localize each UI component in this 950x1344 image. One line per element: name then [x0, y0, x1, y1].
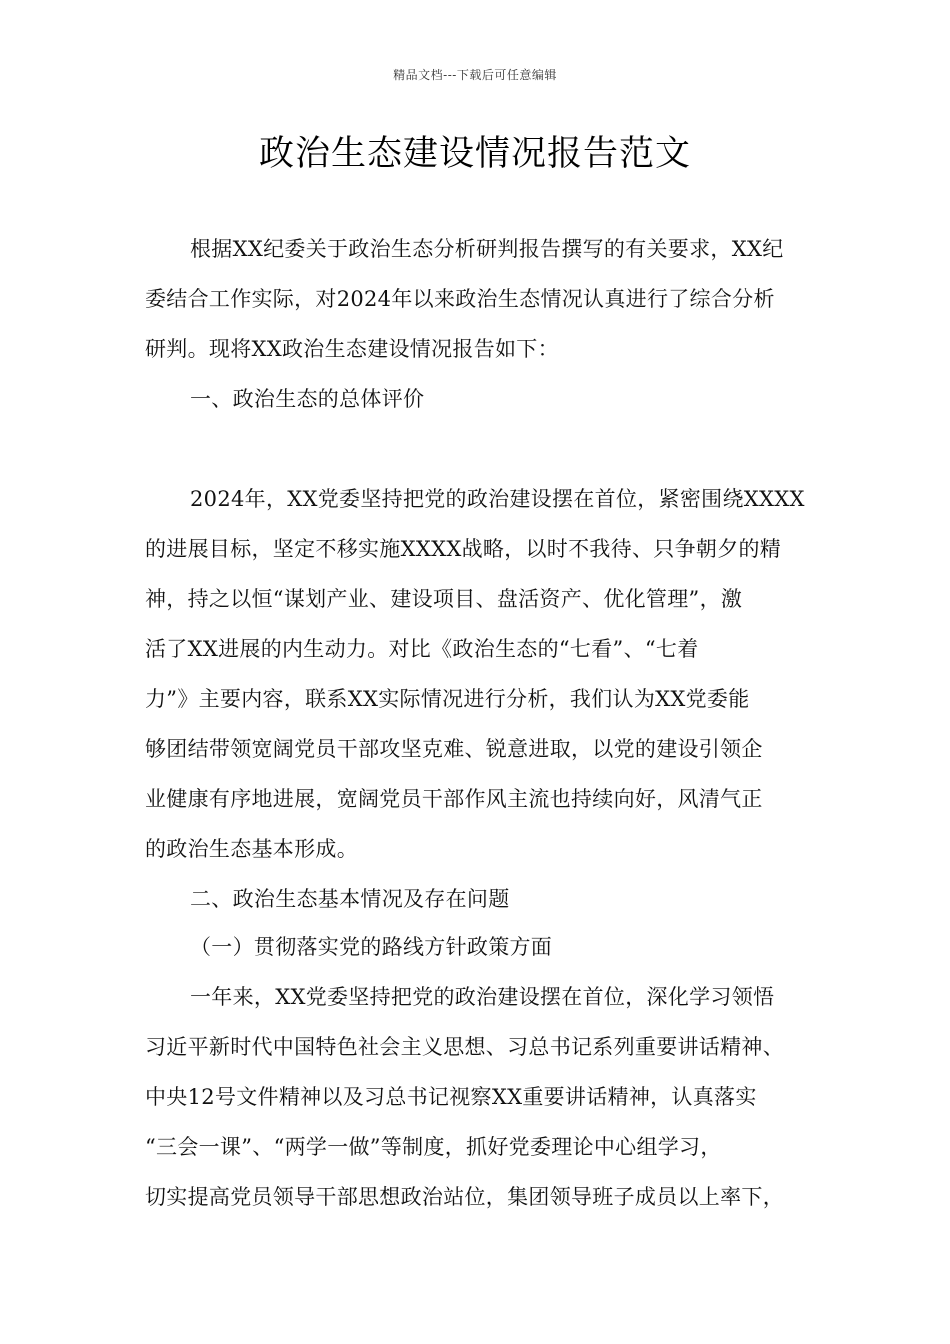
paragraph-line: 的政治生态基本形成。: [145, 837, 358, 861]
intro-line: 研判。现将XX政治生态建设情况报告如下：: [145, 337, 559, 361]
section-heading: 一、政治生态的总体评价: [190, 387, 425, 411]
document-title: 政治生态建设情况报告范文: [258, 134, 691, 174]
header-note: 精品文档---下载后可任意编辑: [393, 68, 557, 82]
paragraph-line: 一年来，XX党委坚持把党的政治建设摆在首位，深化学习领悟: [190, 985, 775, 1009]
paragraph-line: 的进展目标，坚定不移实施XXXX战略，以时不我待、只争朝夕的精: [145, 537, 782, 561]
intro-line: 根据XX纪委关于政治生态分析研判报告撰写的有关要求，XX纪: [190, 237, 784, 261]
section-1-paragraph: [145, 474, 810, 874]
intro-paragraph: [145, 224, 810, 374]
paragraph-line: 活了XX进展的内生动力。对比《政治生态的“七看”、“七着: [145, 637, 699, 661]
paragraph-line: 够团结带领宽阔党员干部攻坚克难、锐意进取，以党的建设引领企: [145, 737, 763, 761]
paragraph-line: 力”》主要内容，联系XX实际情况进行分析，我们认为XX党委能: [145, 687, 750, 711]
paragraph-line: 中央12号文件精神以及习总书记视察XX重要讲话精神，认真落实: [145, 1085, 757, 1109]
paragraph-line: 神，持之以恒“谋划产业、建设项目、盘活资产、优化管理”，激: [145, 587, 743, 611]
paragraph-line: 2024年，XX党委坚持把党的政治建设摆在首位，紧密围绕XXXX: [190, 487, 805, 511]
paragraph-line: 业健康有序地进展，宽阔党员干部作风主流也持续向好，风清气正: [145, 787, 763, 811]
section-1-heading: [145, 374, 810, 424]
subsection-heading: （一）贯彻落实党的路线方针政策方面: [190, 935, 553, 959]
section-heading: 二、政治生态基本情况及存在问题: [190, 887, 510, 911]
paragraph-line: 切实提高党员领导干部思想政治站位，集团领导班子成员以上率下，: [145, 1185, 784, 1209]
intro-line: 委结合工作实际，对2024年以来政治生态情况认真进行了综合分析: [145, 287, 775, 311]
section-2-heading: [145, 874, 810, 924]
paragraph-line: 习近平新时代中国特色社会主义思想、习总书记系列重要讲话精神、: [145, 1035, 784, 1059]
subsection-1-heading: [145, 922, 810, 972]
paragraph-line: “三会一课”、“两学一做”等制度，抓好党委理论中心组学习，: [145, 1135, 722, 1159]
subsection-1-paragraph: [145, 972, 810, 1222]
